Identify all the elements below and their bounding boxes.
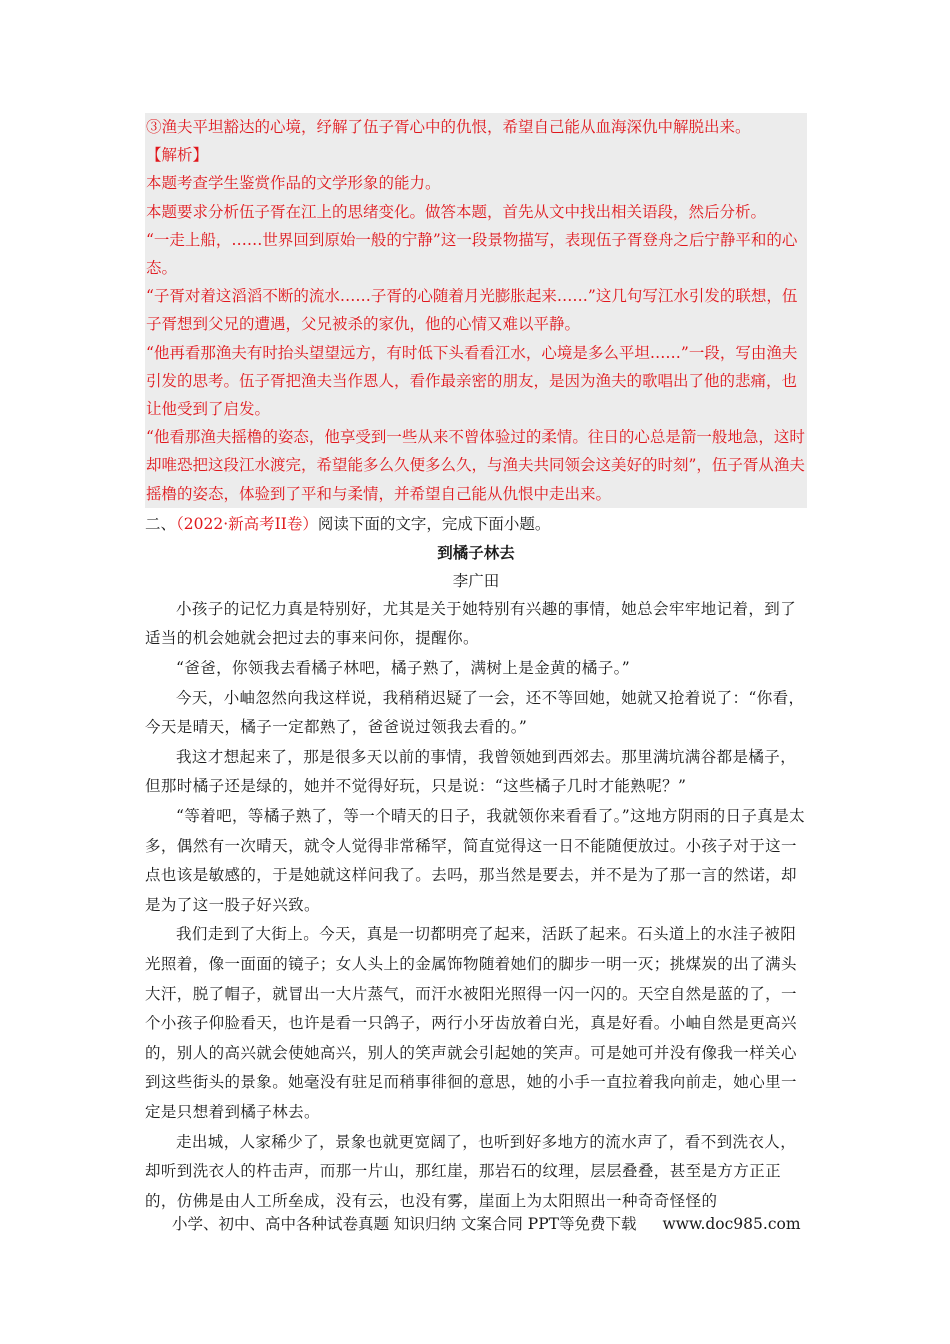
document-page [145,113,807,1216]
analysis-line: “他看那渔夫摇橹的姿态，他享受到一些从来不曾体验过的柔情。往日的心总是箭一般地急，这时却唯恐把这段江水渡完，希望能多么久便多么久，与渔夫共同领会这美好的时刻”，伍子胥从渔夫摇橹的姿态，体验到了平和与柔情，并希望自己能从仇恨中走出来。 [146,428,805,503]
footer-text: 小学、初中、高中各种试卷真题 知识归纳 文案合同 PPT等免费下载 [172,1215,637,1233]
analysis-line: “一走上船，……世界回到原始一般的宁静”这一段景物描写，表现伍子胥登舟之后宁静平和的心态。 [146,230,798,278]
exam-source: （2022·新高考II卷） [176,514,318,533]
story-title: 到橘子林去 [437,542,515,562]
analysis-line: 本题考查学生鉴赏作品的文学形象的能力。 [146,174,441,193]
analysis-line: “他再看那渔夫有时抬头望望远方，有时低下头看看江水，心境是多么平坦……”一段，写由渔夫引发的思考。伍子胥把渔夫当作恩人，看作最亲密的朋友，是因为渔夫的歌唱出了他的悲痛，也让他受到了启发。 [146,343,798,419]
story-paragraph: “爸爸，你领我去看橘子林吧，橘子熟了，满树上是金黄的橘子。” [176,659,631,678]
section-heading [145,510,807,538]
analysis-line: “子胥对着这滔滔不断的流水……子胥的心随着月光膨胀起来……”这几句写江水引发的联想，伍子胥想到父兄的遭遇，父兄被杀的家仇，他的心情又难以平静。 [146,287,798,334]
footer-url[interactable]: www.doc985.com [662,1215,801,1233]
section-number: 二、 [145,514,177,533]
story-author: 李广田 [452,571,500,590]
section-instruction: 阅读下面的文字，完成下面小题。 [317,514,551,533]
page-footer [172,1212,812,1236]
story-body [145,595,807,1216]
analysis-line: 本题要求分析伍子胥在江上的思绪变化。做答本题，首先从文中找出相关语段，然后分析。 [146,202,767,221]
story-paragraph: “等着吧，等橘子熟了，等一个晴天的日子，我就领你来看看了。”这地方阴雨的日子真是太多，偶然有一次晴天，就令人觉得非常稀罕，简直觉得这一日不能随便放过。小孩子对于这一点也该是敏感的，于是她就这样问我了。去吗，那当然是要去，并不是为了那一言的然诺，却是为了这一股子好兴致。 [145,807,806,914]
story-paragraph: 走出城，人家稀少了，景象也就更宽阔了，也听到好多地方的流水声了，看不到洗衣人，却听到洗衣人的杵击声，而那一片山，那红崖，那岩石的纹理，层层叠叠，甚至是方方正正的，仿佛是由人工所垒成，没有云，也没有雾，崖面上为太阳照出一种奇奇怪怪的 [145,1132,797,1210]
answer-analysis-block [145,113,807,508]
story-paragraph: 小孩子的记忆力真是特别好，尤其是关于她特别有兴趣的事情，她总会牢牢地记着，到了适当的机会她就会把过去的事来问你，提醒你。 [145,599,797,648]
story-paragraph: 我们走到了大街上。今天，真是一切都明亮了起来，活跃了起来。石头道上的水洼子被阳光照着，像一面面的镜子；女人头上的金属饰物随着她们的脚步一明一灭；挑煤炭的出了满头大汗，脱了帽子，就冒出一大片蒸气，而汗水被阳光照得一闪一闪的。天空自然是蓝的了，一个小孩子仰脸看天，也许是看一只鸽子，两行小牙齿放着白光，真是好看。小岫自然是更高兴的，别人的高兴就会使她高兴，别人的笑声就会引起她的笑声。可是她可并没有像我一样关心到这些街头的景象。她毫没有驻足而稍事徘徊的意思，她的小手一直拉着我向前走，她心里一定是只想着到橘子林去。 [145,925,797,1121]
story-paragraph: 今天，小岫忽然向我这样说，我稍稍迟疑了一会，还不等回她，她就又抢着说了：“你看，今天是晴天，橘子一定都熟了，爸爸说过领我去看的。” [145,688,805,737]
analysis-heading: 【解析】 [146,146,209,165]
story-paragraph: 我这才想起来了，那是很多天以前的事情，我曾领她到西郊去。那里满坑满谷都是橘子，但那时橘子还是绿的，她并不觉得好玩，只是说：“这些橘子几时才能熟呢？” [145,747,797,796]
answer-point-3: ③渔夫平坦豁达的心境，纾解了伍子胥心中的仇恨，希望自己能从血海深仇中解脱出来。 [146,118,751,136]
